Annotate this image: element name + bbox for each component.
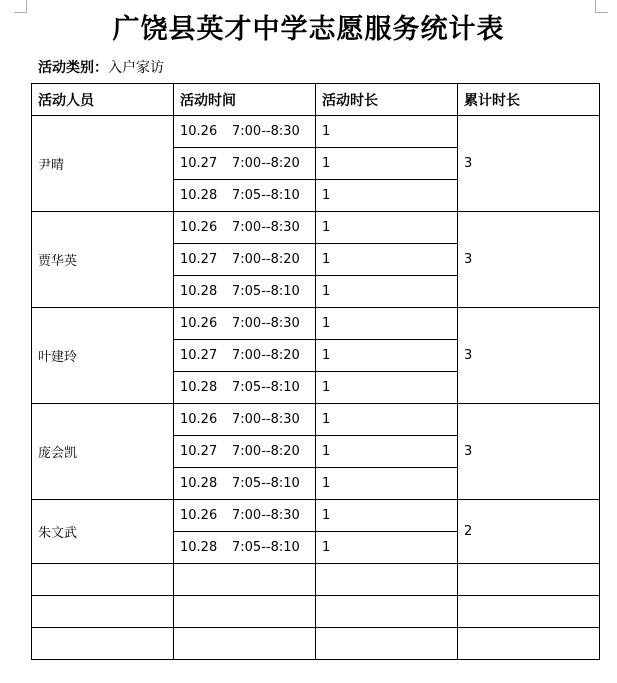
- session-clock: 7:00--8:30: [232, 508, 300, 523]
- header-activity-time: 活动时间: [174, 84, 316, 116]
- session-date: 10.27: [180, 348, 218, 363]
- empty-cell: [458, 564, 600, 596]
- session-hours: 1: [316, 244, 458, 276]
- session-clock: 7:05--8:10: [232, 380, 300, 395]
- empty-cell: [458, 628, 600, 660]
- session-time: [174, 276, 316, 308]
- document-title: 广饶县英才中学志愿服务统计表: [112, 14, 505, 45]
- session-time: [174, 500, 316, 532]
- header-activity-duration: 活动时长: [316, 84, 458, 116]
- participant-name: 尹晴: [32, 116, 174, 212]
- session-time: [174, 372, 316, 404]
- session-hours: 1: [316, 148, 458, 180]
- total-hours: 2: [458, 500, 600, 564]
- session-hours: 1: [316, 468, 458, 500]
- total-hours: 3: [458, 308, 600, 404]
- session-date: 10.26: [180, 412, 218, 427]
- session-hours: 1: [316, 340, 458, 372]
- session-time: [174, 436, 316, 468]
- session-date: 10.27: [180, 444, 218, 459]
- session-hours: 1: [316, 276, 458, 308]
- session-time: [174, 340, 316, 372]
- session-time: [174, 116, 316, 148]
- session-hours: 1: [316, 180, 458, 212]
- table-row: [32, 500, 600, 532]
- total-hours: 3: [458, 212, 600, 308]
- session-hours: 1: [316, 436, 458, 468]
- activity-category-value: 入户家访: [108, 60, 164, 76]
- session-hours: 1: [316, 116, 458, 148]
- session-date: 10.28: [180, 476, 218, 491]
- empty-cell: [32, 596, 174, 628]
- table-row: [32, 116, 600, 148]
- session-clock: 7:05--8:10: [232, 188, 300, 203]
- empty-cell: [174, 628, 316, 660]
- empty-cell: [316, 564, 458, 596]
- empty-row: [32, 596, 600, 628]
- empty-cell: [32, 628, 174, 660]
- session-time: [174, 148, 316, 180]
- empty-cell: [316, 596, 458, 628]
- session-date: 10.28: [180, 540, 218, 555]
- participant-name: 庞会凯: [32, 404, 174, 500]
- table-row: [32, 404, 600, 436]
- empty-cell: [32, 564, 174, 596]
- session-hours: 1: [316, 404, 458, 436]
- session-clock: 7:00--8:20: [232, 252, 300, 267]
- session-clock: 7:05--8:10: [232, 284, 300, 299]
- session-clock: 7:00--8:20: [232, 156, 300, 171]
- empty-cell: [174, 596, 316, 628]
- session-clock: 7:00--8:30: [232, 124, 300, 139]
- session-clock: 7:00--8:20: [232, 348, 300, 363]
- session-hours: 1: [316, 532, 458, 564]
- volunteer-statistics-table: [31, 83, 600, 660]
- session-time: [174, 468, 316, 500]
- session-clock: 7:05--8:10: [232, 476, 300, 491]
- session-clock: 7:00--8:20: [232, 444, 300, 459]
- table-header-row: [32, 84, 600, 116]
- activity-category-label: 活动类别：: [38, 60, 108, 76]
- session-date: 10.27: [180, 156, 218, 171]
- session-time: [174, 404, 316, 436]
- session-time: [174, 308, 316, 340]
- session-date: 10.26: [180, 508, 218, 523]
- empty-cell: [458, 596, 600, 628]
- empty-row: [32, 564, 600, 596]
- header-participant: 活动人员: [32, 84, 174, 116]
- session-date: 10.26: [180, 220, 218, 235]
- session-date: 10.28: [180, 380, 218, 395]
- header-total-duration: 累计时长: [458, 84, 600, 116]
- session-clock: 7:00--8:30: [232, 220, 300, 235]
- empty-cell: [316, 628, 458, 660]
- session-date: 10.28: [180, 284, 218, 299]
- session-hours: 1: [316, 372, 458, 404]
- session-hours: 1: [316, 500, 458, 532]
- session-clock: 7:05--8:10: [232, 540, 300, 555]
- session-time: [174, 180, 316, 212]
- table-row: [32, 212, 600, 244]
- participant-name: 叶建玲: [32, 308, 174, 404]
- session-date: 10.26: [180, 124, 218, 139]
- session-date: 10.26: [180, 316, 218, 331]
- empty-row: [32, 628, 600, 660]
- session-time: [174, 212, 316, 244]
- session-clock: 7:00--8:30: [232, 316, 300, 331]
- session-clock: 7:00--8:30: [232, 412, 300, 427]
- empty-cell: [174, 564, 316, 596]
- participant-name: 贾华英: [32, 212, 174, 308]
- session-time: [174, 532, 316, 564]
- table-row: [32, 308, 600, 340]
- session-hours: 1: [316, 212, 458, 244]
- activity-category: [38, 58, 164, 78]
- participant-name: 朱文武: [32, 500, 174, 564]
- session-date: 10.28: [180, 188, 218, 203]
- session-time: [174, 244, 316, 276]
- total-hours: 3: [458, 404, 600, 500]
- total-hours: 3: [458, 116, 600, 212]
- session-hours: 1: [316, 308, 458, 340]
- session-date: 10.27: [180, 252, 218, 267]
